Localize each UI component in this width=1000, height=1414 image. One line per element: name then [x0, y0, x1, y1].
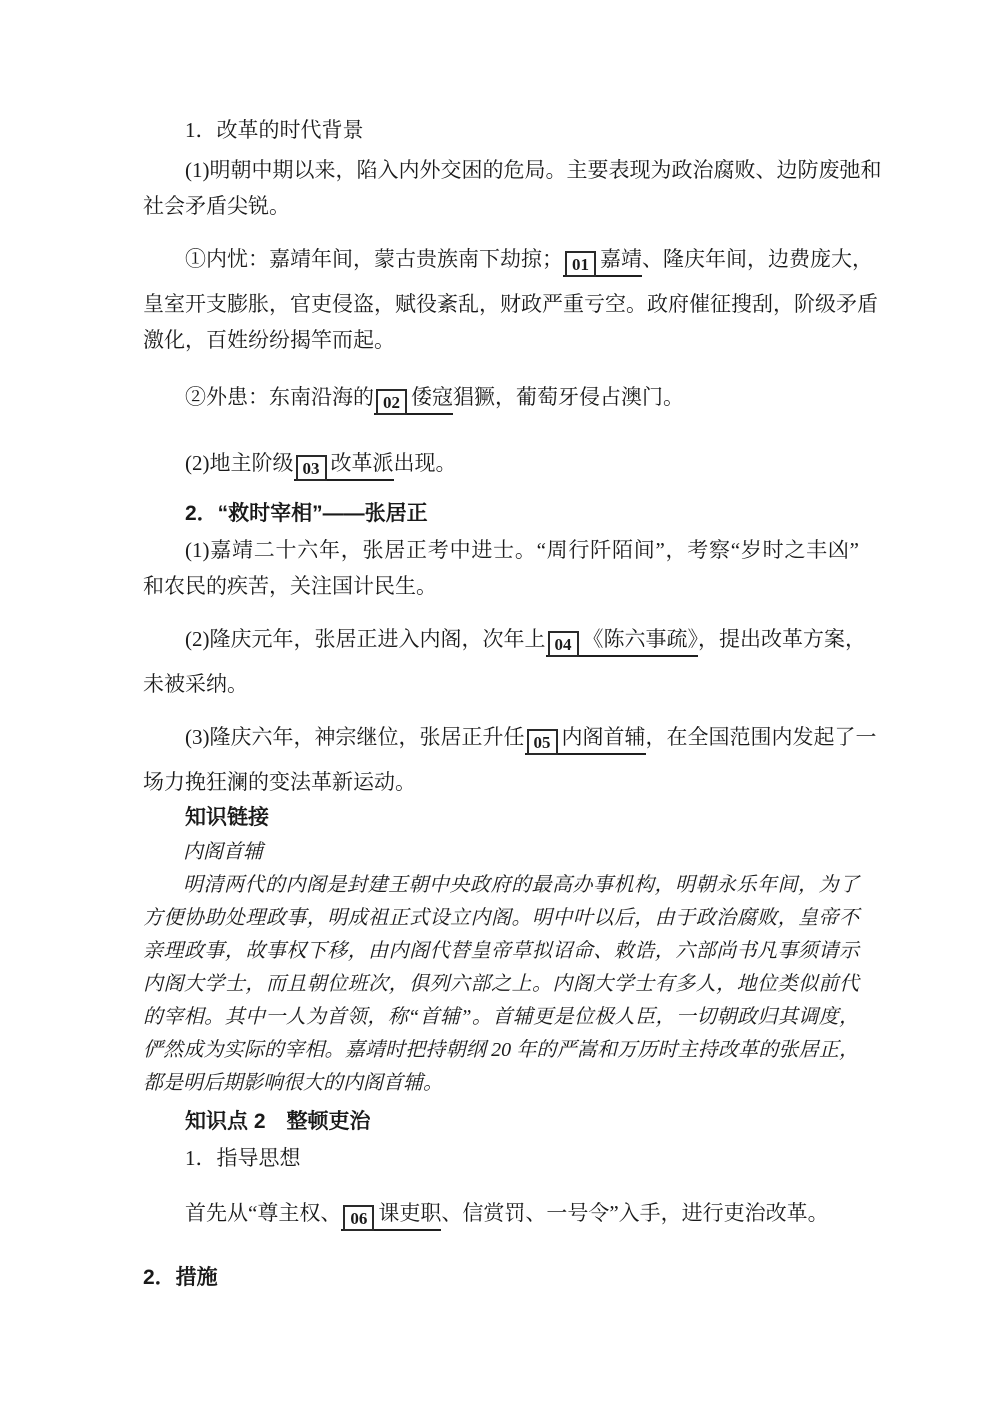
text-line — [143, 968, 859, 1001]
text-run: 内阁大学士，而且朝位班次，俱列六部之上。内阁大学士有多人，地位类似前代 — [143, 973, 859, 995]
answer-blank — [546, 627, 699, 657]
text-line — [143, 112, 859, 148]
answer-number-box: 03 — [296, 455, 327, 481]
text-line — [143, 496, 859, 532]
text-run: (1)明朝中期以来，陷入内外交困的危局。主要表现为政治腐败、边防废弛和 — [185, 158, 882, 182]
answer-blank — [525, 725, 646, 755]
text-run: 的宰相。其中一人为首领，称“首辅”。首辅更是位极人臣，一切朝政归其调度， — [143, 1006, 859, 1028]
answer-blank — [563, 247, 642, 277]
text-run: 首先从“尊主权、 — [185, 1201, 342, 1225]
text-line — [143, 370, 859, 424]
text-run: 1．指导思想 — [185, 1146, 301, 1170]
text-line — [143, 800, 859, 836]
text-run: 场力挽狂澜的变法革新运动。 — [143, 770, 416, 794]
para-guideline — [143, 1186, 859, 1240]
answer-number-box: 01 — [565, 251, 596, 277]
document-page — [143, 112, 882, 1296]
text-line — [143, 1001, 859, 1034]
para-chen-liu-shi-shu — [143, 612, 866, 702]
heading-knowledge-link — [143, 800, 859, 836]
text-run: 明清两代的内阁是封建王朝中央政府的最高办事机构，明朝永乐年间，为了 — [183, 874, 859, 896]
text-run: (2)地主阶级 — [185, 451, 294, 475]
text-line — [143, 935, 859, 968]
text-run: (3)隆庆六年，神宗继位，张居正升任 — [185, 725, 525, 749]
text-line — [143, 1186, 859, 1240]
answer-text: 《陈六事疏》 — [582, 627, 698, 651]
text-line — [143, 532, 859, 568]
para-ming-crisis — [143, 152, 882, 224]
text-line — [143, 322, 859, 358]
heading-guiding-thought — [143, 1140, 859, 1176]
text-run: 猖獗，葡萄牙侵占澳门。 — [453, 385, 684, 409]
text-line — [143, 1104, 859, 1140]
para-jinshi — [143, 532, 859, 604]
text-run: (2)隆庆元年，张居正进入内阁，次年上 — [185, 627, 546, 651]
text-run: 亲理政事，故事权下移，由内阁代替皇帝草拟诏命、敕诰，六部尚书凡事须请示 — [143, 940, 859, 962]
text-line — [143, 1067, 859, 1100]
answer-text: 改革派 — [330, 451, 394, 475]
text-run: 俨然成为实际的宰相。嘉靖时把持朝纲 20 年的严嵩和万历时主持改革的张居正， — [143, 1039, 859, 1061]
text-line — [143, 1034, 859, 1067]
text-line — [143, 1140, 859, 1176]
text-run: (1)嘉靖二十六年，张居正考中进士。“周行阡陌间”，考察“岁时之丰凶” — [185, 538, 859, 562]
answer-text: 内阁首辅 — [561, 725, 646, 749]
text-line — [143, 764, 859, 800]
text-line — [143, 869, 859, 902]
para-external-threats — [143, 370, 859, 424]
answer-number-box: 04 — [548, 631, 579, 657]
text-run: 知识点 2 整顿吏治 — [185, 1110, 371, 1133]
heading-measures — [143, 1260, 859, 1296]
text-line — [143, 436, 859, 490]
heading-zhangjuzheng — [143, 496, 859, 532]
text-run: 、隆庆年间，边费庞大， — [642, 247, 873, 271]
text-line — [143, 152, 882, 188]
answer-number-box: 02 — [376, 389, 407, 415]
answer-text: 嘉靖 — [600, 247, 642, 271]
text-line — [143, 902, 859, 935]
text-run: 、信赏罚、一号令”入手，进行吏治改革。 — [441, 1201, 829, 1225]
text-line — [143, 232, 873, 286]
text-run: 皇室开支膨胀，官吏侵盗，赋役紊乱，财政严重亏空。政府催征搜刮，阶级矛盾 — [143, 292, 878, 316]
text-run: 内阁首辅 — [183, 841, 263, 863]
text-line — [143, 666, 859, 702]
text-run: 知识链接 — [185, 806, 269, 829]
text-line — [143, 568, 859, 604]
answer-blank — [294, 451, 394, 481]
text-run: 社会矛盾尖锐。 — [143, 194, 290, 218]
text-run: ，在全国范围内发起了一 — [645, 725, 877, 749]
answer-blank — [374, 385, 453, 415]
answer-text: 倭寇 — [411, 385, 453, 409]
text-run: 激化，百姓纷纷揭竿而起。 — [143, 328, 395, 352]
text-line — [143, 710, 877, 764]
answer-text: 课吏职 — [378, 1201, 442, 1225]
text-run: ②外患：东南沿海的 — [185, 385, 374, 409]
text-line — [143, 188, 859, 224]
para-landlord-reformers — [143, 436, 859, 490]
text-run: 都是明后期影响很大的内阁首辅。 — [143, 1072, 443, 1094]
text-line — [143, 836, 859, 869]
heading-knowledge-point-2 — [143, 1104, 859, 1140]
text-run: 出现。 — [393, 451, 457, 475]
text-run: 1．改革的时代背景 — [185, 118, 364, 142]
heading-reform-background — [143, 112, 859, 148]
text-run: 2．“救时宰相”——张居正 — [185, 502, 428, 525]
text-run: 和农民的疾苦，关注国计民生。 — [143, 574, 437, 598]
para-internal-worries — [143, 232, 878, 358]
text-line — [143, 612, 866, 666]
kai-paragraph-cabinet-history — [143, 869, 859, 1100]
text-run: ①内忧：嘉靖年间，蒙古贵族南下劫掠； — [185, 247, 563, 271]
text-run: 未被采纳。 — [143, 672, 248, 696]
para-chief-grand-secretary — [143, 710, 877, 800]
text-line — [143, 1260, 859, 1296]
text-line — [143, 286, 878, 322]
text-run: 方便协助处理政事，明成祖正式设立内阁。明中叶以后，由于政治腐败，皇帝不 — [143, 907, 859, 929]
answer-number-box: 06 — [343, 1205, 374, 1231]
answer-number-box: 05 — [527, 729, 558, 755]
answer-blank — [341, 1201, 441, 1231]
text-run: ，提出改革方案， — [698, 627, 866, 651]
kai-subtitle-neige-shoufu — [143, 836, 859, 869]
text-run: 2．措施 — [143, 1266, 218, 1289]
